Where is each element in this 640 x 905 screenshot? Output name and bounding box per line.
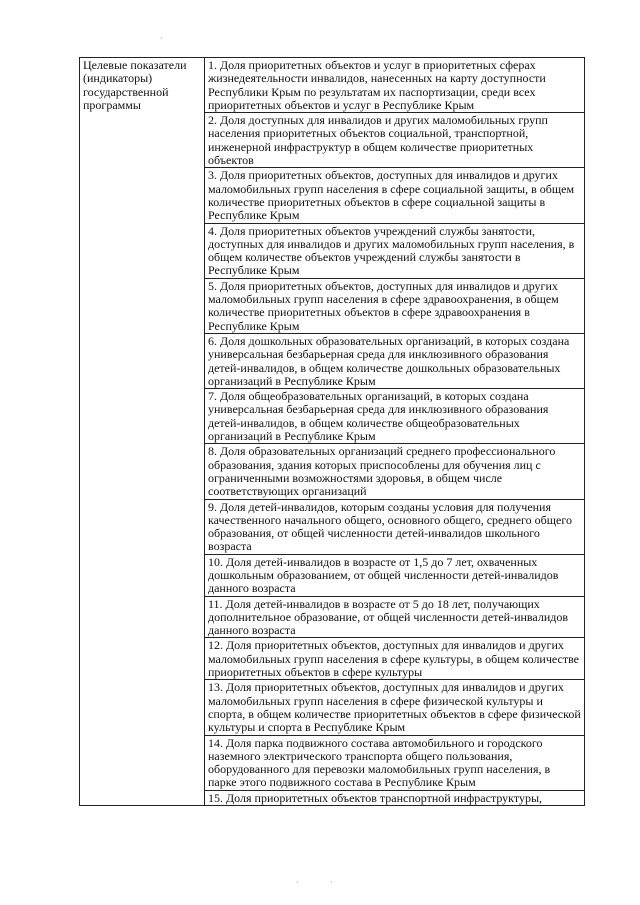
indicators-label: Целевые показатели (индикаторы) государственной программы bbox=[80, 58, 205, 806]
indicator-item: 13. Доля приоритетных объектов, доступных для инвалидов и других маломобильных групп населения в сфере физической культуры и спорта, в общем количестве приоритетных объектов в сфере физической культуры и спорта в Республике Крым bbox=[205, 680, 585, 735]
indicator-item: 2. Доля доступных для инвалидов и других маломобильных групп населения приоритетных объектов социальной, транспортной, инженерной инфраструктур в общем количестве приоритетных объектов bbox=[205, 113, 585, 168]
indicator-item: 10. Доля детей-инвалидов в возрасте от 1,5 до 7 лет, охваченных дошкольным образованием, от общей численности детей-инвалидов данного возраста bbox=[205, 554, 585, 596]
indicator-item: 11. Доля детей-инвалидов в возрасте от 5 до 18 лет, получающих дополнительное образование, от общей численности детей-инвалидов данного возраста bbox=[205, 596, 585, 638]
indicator-item: 6. Доля дошкольных образовательных организаций, в которых создана универсальная безбарьерная среда для инклюзивного образования детей-инвалидов, в общем количестве дошкольных образовательных организаций в Республике Крым bbox=[205, 333, 585, 388]
indicator-item: 15. Доля приоритетных объектов транспортной инфраструктуры, bbox=[205, 790, 585, 805]
scan-speck: · bbox=[160, 34, 163, 43]
scan-speck: · bbox=[330, 878, 333, 887]
indicator-item: 4. Доля приоритетных объектов учреждений службы занятости, доступных для инвалидов и других маломобильных групп населения, в общем количестве объектов учреждений службы занятости в Республике Крым bbox=[205, 223, 585, 278]
indicator-item: 5. Доля приоритетных объектов, доступных для инвалидов и других маломобильных групп населения в сфере здравоохранения, в общем количестве приоритетных объектов в сфере здравоохранения в Республике Крым bbox=[205, 278, 585, 333]
scan-speck: · bbox=[296, 878, 299, 887]
targets-table bbox=[79, 57, 585, 806]
table-row bbox=[80, 58, 585, 113]
indicator-item: 7. Доля общеобразовательных организаций, в которых создана универсальная безбарьерная среда для инклюзивного образования детей-инвалидов, в общем количестве общеобразовательных организаций в Республике Крым bbox=[205, 389, 585, 444]
indicator-item: 9. Доля детей-инвалидов, которым созданы условия для получения качественного начального общего, основного общего, среднего общего образования, от общей численности детей-инвалидов школьного возраста bbox=[205, 499, 585, 554]
indicator-item: 3. Доля приоритетных объектов, доступных для инвалидов и других маломобильных групп населения в сфере социальной защиты, в общем количестве приоритетных объектов в сфере социальной защиты в Республике Крым bbox=[205, 168, 585, 223]
indicator-item: 14. Доля парка подвижного состава автомобильного и городского наземного электрического транспорта общего пользования, оборудованного для перевозки маломобильных групп населения, в парке этого подвижного состава в Республике Крым bbox=[205, 735, 585, 790]
indicator-item: 8. Доля образовательных организаций среднего профессионального образования, здания которых приспособлены для обучения лиц с ограниченными возможностями здоровья, в общем числе соответствующих организаций bbox=[205, 444, 585, 499]
indicator-item: 12. Доля приоритетных объектов, доступных для инвалидов и других маломобильных групп населения в сфере культуры, в общем количестве приоритетных объектов в сфере культуры bbox=[205, 638, 585, 680]
indicator-item: 1. Доля приоритетных объектов и услуг в приоритетных сферах жизнедеятельности инвалидов, нанесенных на карту доступности Республики Крым по результатам их паспортизации, среди всех приоритетных объектов и услуг в Республике Крым bbox=[205, 58, 585, 113]
